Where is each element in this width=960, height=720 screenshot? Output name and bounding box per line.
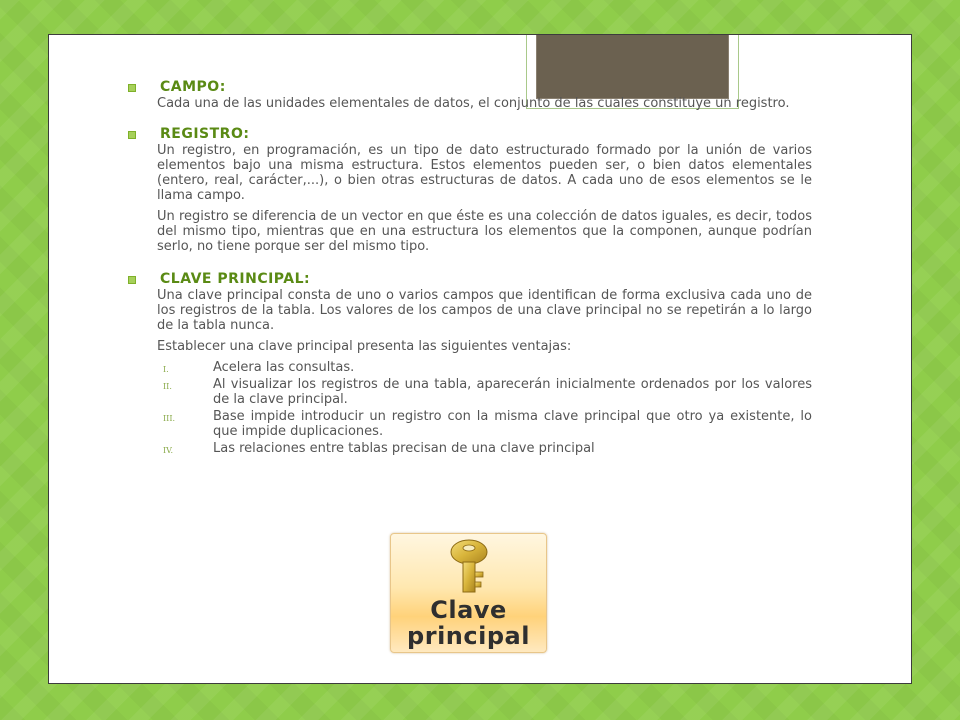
square-bullet-icon <box>128 84 136 92</box>
ventajas-list <box>120 360 812 456</box>
campo-definition: Cada una de las unidades elementales de datos, el conjunto de las cuales constituye un registro. <box>157 96 790 111</box>
slide-content <box>120 78 812 458</box>
list-item-number: I. <box>163 365 169 374</box>
square-bullet-icon <box>128 276 136 284</box>
list-item-number: IV. <box>163 446 174 455</box>
badge-label-line2: principal <box>407 622 530 650</box>
list-item <box>157 377 812 407</box>
list-item-text: Las relaciones entre tablas precisan de una clave principal <box>213 441 595 456</box>
list-item-number: III. <box>163 414 176 423</box>
list-item-text: Al visualizar los registros de una tabla, aparecerán inicialmente ordenados por los valores de la clave principal. <box>213 377 812 407</box>
clave-principal-badge <box>390 533 547 653</box>
badge-label-line1: Clave <box>430 596 507 624</box>
clave-principal-definition: Una clave principal consta de uno o varios campos que identifican de forma exclusiva cada uno de los registros de la tabla. Los valores de los campos de una clave principal no se repetirán a lo largo de la tabla nunca. <box>157 288 812 333</box>
heading-clave-principal: CLAVE PRINCIPAL: <box>120 270 812 288</box>
list-item-number: II. <box>163 382 172 391</box>
heading-registro: REGISTRO: <box>120 125 812 143</box>
square-bullet-icon <box>128 131 136 139</box>
list-item <box>157 360 812 375</box>
list-item-text: Acelera las consultas. <box>213 360 355 375</box>
list-item <box>157 441 812 456</box>
clave-principal-ventajas-intro: Establecer una clave principal presenta las siguientes ventajas: <box>157 339 572 354</box>
list-item <box>157 409 812 439</box>
registro-definition: Un registro, en programación, es un tipo de dato estructurado formado por la unión de varios elementos bajo una misma estructura. Estos elementos pueden ser, o bien datos elementales (entero, real, carácter,...), o bien otras estructuras de datos. A cada uno de esos elementos se le llama campo. <box>157 143 812 203</box>
list-item-text: Base impide introducir un registro con la misma clave principal que otro ya existente, lo que impide duplicaciones. <box>213 409 812 439</box>
key-icon <box>441 538 497 596</box>
registro-vs-vector: Un registro se diferencia de un vector en que éste es una colección de datos iguales, es decir, todos del mismo tipo, mientras que en una estructura los elementos que la componen, aunque podrían serlo, no tiene porque ser del mismo tipo. <box>157 209 812 254</box>
heading-campo: CAMPO: <box>120 78 812 96</box>
